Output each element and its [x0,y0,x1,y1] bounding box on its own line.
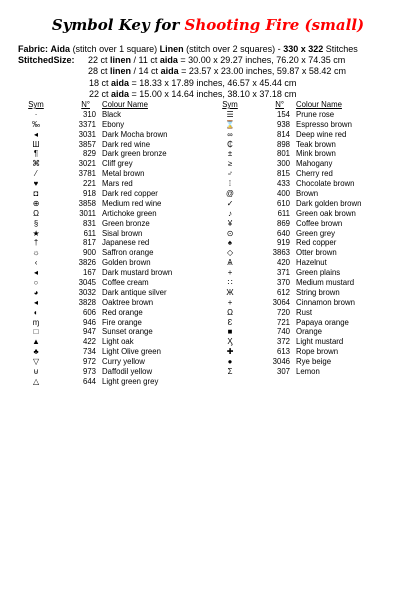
fabric-aida: Aida [50,44,71,54]
color-number: 918 [82,189,96,199]
color-name: Daffodil yellow [102,367,153,377]
symbol: + [227,268,233,278]
key-row [20,238,212,248]
symbol: Ω [227,307,233,317]
color-number: 300 [276,159,290,169]
color-name: Prune rose [296,109,335,119]
color-number: 3021 [78,159,96,169]
color-number: 370 [276,278,290,288]
color-number: 400 [276,189,290,199]
color-name: Golden brown [102,258,151,268]
key-row [20,357,212,367]
symbol: ♂ [227,169,233,179]
color-name: Light mustard [296,337,344,347]
color-name: Red orange [102,307,143,317]
key-row [20,367,212,377]
symbol: ◐ [33,307,39,317]
fabric-stitches: 330 x 322 [283,44,324,54]
color-number: 817 [82,238,96,248]
symbol: Ω [33,208,39,218]
size-row-1 [18,55,358,66]
color-name: String brown [296,287,340,297]
symbol: ≥ [227,159,233,169]
symbol: ∞ [227,129,233,139]
title-highlight: Shooting Fire (small) [184,16,365,34]
symbol: ■ [227,327,233,337]
key-row [214,308,406,318]
color-number: 946 [82,317,96,327]
key-row [214,327,406,337]
symbol: Ӽ [227,337,233,347]
color-number: 3045 [78,278,96,288]
color-number: 814 [276,129,290,139]
symbol: ✓ [226,198,234,208]
size-ct: 18 ct [89,77,109,88]
symbol: ⊕ [32,198,40,208]
key-row [214,238,406,248]
key-row [214,288,406,298]
symbol: ▽ [33,357,39,367]
color-number: 3031 [78,129,96,139]
color-name: Dark red copper [102,189,158,199]
symbol: ✚ [226,347,234,357]
color-name: Sunset orange [102,327,153,337]
symbol: ♠ [227,238,233,248]
symbol: ‰ [32,119,40,129]
symbol: @ [226,189,234,199]
header-sym: Sym [28,100,44,109]
color-number: 3046 [272,357,290,367]
color-name: Mars red [102,179,133,189]
size-fabric: aida [111,77,130,88]
size-ct: 22 ct [89,88,109,99]
key-row [20,120,212,130]
color-number: 613 [276,347,290,357]
key-row [214,248,406,258]
stitched-size-label: StitchedSize: [18,55,75,66]
color-name: Dark Mocha brown [102,129,168,139]
fabric-aida-note: (stitch over 1 square) [72,44,158,54]
key-row [214,169,406,179]
color-name: Black [102,109,122,119]
header-sym: Sym [222,100,238,109]
key-row [20,149,212,159]
symbol: Σ [227,367,233,377]
symbol: ♥ [33,179,39,189]
color-name: Metal brown [102,169,145,179]
symbol: ★ [32,228,40,238]
color-name: Espresso brown [296,119,352,129]
key-row [20,169,212,179]
size-fabric: aida [111,88,130,99]
key-row [20,199,212,209]
size-fabric: linen [110,66,132,77]
color-name: Hazelnut [296,258,327,268]
color-number: 919 [276,238,290,248]
symbol: ☼ [32,248,40,258]
key-row [20,140,212,150]
color-name: Papaya orange [296,317,349,327]
symbol: ⁄ [35,169,37,179]
size-row-3 [18,78,358,89]
color-number: 3064 [272,297,290,307]
color-name: Dark green bronze [102,149,167,159]
color-name: Dark antique silver [102,287,167,297]
symbol: ± [227,149,233,159]
color-number: 3863 [272,248,290,258]
key-row [214,357,406,367]
fabric-info [18,44,358,100]
key-row [214,110,406,120]
symbol: ◂ [34,129,38,139]
color-name: Ebony [102,119,125,129]
color-number: 720 [276,307,290,317]
key-row [214,140,406,150]
color-number: 606 [82,307,96,317]
color-name: Green bronze [102,218,150,228]
key-row [20,288,212,298]
color-name: Lemon [296,367,320,377]
symbol: ‹ [34,258,38,268]
color-name: Teak brown [296,139,336,149]
size-dimensions: = 18.33 x 17.89 inches, 46.57 x 45.44 cm [129,77,297,88]
color-number: 167 [82,268,96,278]
key-row [20,327,212,337]
key-row [20,159,212,169]
color-number: 420 [276,258,290,268]
color-name: Dark golden brown [296,198,362,208]
color-name: Green oak brown [296,208,356,218]
color-name: Artichoke green [102,208,157,218]
symbol: ⊙ [226,228,234,238]
header-num: N° [81,100,90,109]
key-row [20,347,212,357]
color-number: 422 [82,337,96,347]
color-number: 947 [82,327,96,337]
color-number: 3781 [78,169,96,179]
key-row [20,278,212,288]
color-name: Dark red wine [102,139,151,149]
color-number: 640 [276,228,290,238]
key-row [214,278,406,288]
key-row [20,179,212,189]
color-name: Light oak [102,337,134,347]
symbol: Ѧ [227,258,233,268]
symbol: ¥ [227,218,233,228]
color-name: Light green grey [102,376,159,386]
symbol: ○ [33,278,39,288]
size-fabric: linen [110,55,132,66]
key-row [20,268,212,278]
symbol: Ɛ [227,317,233,327]
color-number: 972 [82,357,96,367]
color-name: Rust [296,307,313,317]
color-name: Saffron orange [102,248,154,258]
color-number: 154 [276,109,290,119]
color-number: 740 [276,327,290,337]
color-number: 3032 [78,287,96,297]
fabric-linen-note: (stitch over 2 squares) - [186,44,281,54]
color-name: Light Olive green [102,347,161,357]
key-row [20,248,212,258]
color-name: Mink brown [296,149,336,159]
color-name: Rope brown [296,347,339,357]
symbol: ∷ [227,278,233,288]
key-row [20,337,212,347]
key-row [20,308,212,318]
color-number: 3857 [78,139,96,149]
size-ct-2: / 11 ct [131,55,160,66]
key-row [214,298,406,308]
key-row [214,347,406,357]
symbol: ♣ [33,347,39,357]
key-row [214,120,406,130]
key-row [214,199,406,209]
color-name: Medium red wine [102,198,162,208]
symbol: ⌛ [225,119,235,129]
color-name: Cliff grey [102,159,133,169]
key-row [20,189,212,199]
color-number: 3011 [79,208,96,218]
symbol: § [33,218,39,228]
color-number: 310 [82,109,96,119]
color-name: Mahogany [296,159,333,169]
color-number: 610 [276,198,290,208]
color-name: Dark mustard brown [102,268,173,278]
size-fabric-2: aida [160,66,179,77]
color-number: 734 [82,347,96,357]
key-row [20,318,212,328]
fabric-stitches-label: Stitches [325,44,358,54]
key-row [20,209,212,219]
fabric-linen: Linen [159,44,184,54]
page-title [0,16,416,34]
key-header [20,100,212,110]
key-row [20,258,212,268]
key-row [20,110,212,120]
color-name: Orange [296,327,323,337]
color-name: Cinnamon brown [296,297,355,307]
symbol: ⊍ [33,367,39,377]
color-number: 644 [82,376,96,386]
color-number: 3371 [78,119,96,129]
symbol: Ш [32,139,40,149]
symbol: + [227,297,233,307]
color-name: Chocolate brown [296,179,355,189]
color-number: 3858 [78,198,96,208]
color-number: 372 [276,337,290,347]
color-name: Green plains [296,268,341,278]
color-name: Medium mustard [296,278,355,288]
color-name: Rye beige [296,357,332,367]
color-number: 3828 [78,297,96,307]
color-name: Oaktree brown [102,297,154,307]
color-number: 815 [276,169,290,179]
color-number: 898 [276,139,290,149]
key-row [214,189,406,199]
symbol: ⌘ [32,159,40,169]
color-name: Cherry red [296,169,333,179]
key-row [20,298,212,308]
key-row [214,209,406,219]
color-name: Sisal brown [102,228,143,238]
key-row [20,377,212,387]
size-dimensions: = 23.57 x 23.00 inches, 59.87 x 58.42 cm [178,66,346,77]
symbol: ⁞ [228,179,232,189]
size-ct: 22 ct [88,55,108,66]
symbol: ◕ [33,287,39,297]
key-header [214,100,406,110]
color-number: 900 [82,248,96,258]
color-number: 831 [82,218,96,228]
color-number: 938 [276,119,290,129]
symbol: ɱ [32,317,40,327]
size-row-4 [18,89,358,100]
color-number: 612 [276,287,290,297]
color-name: Otter brown [296,248,337,258]
symbol: ▲ [32,337,40,347]
key-row [214,337,406,347]
fabric-label: Fabric: [18,44,49,54]
key-row [214,219,406,229]
fabric-row [18,44,358,55]
key-row [20,229,212,239]
key-row [214,258,406,268]
key-row [214,149,406,159]
color-name: Japanese red [102,238,150,248]
size-dimensions: = 30.00 x 29.27 inches, 76.20 x 74.35 cm [177,55,346,66]
color-number: 371 [276,268,290,278]
size-dimensions: = 15.00 x 14.64 inches, 38.10 x 37.18 cm [129,88,297,99]
symbol: † [33,238,39,248]
symbol-key-left [20,100,212,387]
symbol: ◂ [34,268,38,278]
color-name: Brown [296,189,319,199]
symbol: ◂ [34,297,38,307]
color-number: 829 [82,149,96,159]
color-number: 611 [83,228,96,238]
size-ct-2: / 14 ct [131,66,161,77]
color-number: 801 [276,149,290,159]
symbol: ● [227,357,233,367]
color-name: Curry yellow [102,357,145,367]
symbol: ◘ [33,189,39,199]
header-name: Colour Name [296,100,342,109]
symbol: ₵ [227,139,233,149]
symbol: □ [33,327,39,337]
key-row [214,318,406,328]
key-row [214,229,406,239]
color-number: 611 [277,208,290,218]
symbol: ¶ [33,149,39,159]
color-name: Coffee brown [296,218,343,228]
symbol-key-right [214,100,406,377]
key-row [20,130,212,140]
key-row [214,268,406,278]
color-name: Red copper [296,238,337,248]
color-number: 721 [276,317,290,327]
symbol: · [34,109,38,119]
size-row-2 [18,66,358,77]
color-name: Coffee cream [102,278,149,288]
symbol: ♪ [228,208,232,218]
key-row [214,159,406,169]
symbol: ☰ [226,109,234,119]
color-name: Fire orange [102,317,142,327]
size-ct: 28 ct [88,66,108,77]
title-prefix: Symbol Key for [51,16,180,34]
key-row [214,367,406,377]
color-number: 973 [82,367,96,377]
key-row [214,130,406,140]
color-name: Deep wine red [296,129,347,139]
header-name: Colour Name [102,100,148,109]
header-num: N° [275,100,284,109]
color-number: 307 [276,367,290,377]
symbol: ◇ [227,248,233,258]
color-number: 433 [276,179,290,189]
color-number: 3826 [78,258,96,268]
key-row [20,219,212,229]
key-row [214,179,406,189]
color-number: 221 [82,179,96,189]
color-number: 869 [276,218,290,228]
symbol: △ [33,376,39,386]
size-fabric-2: aida [159,55,178,66]
symbol: Ж [226,287,234,297]
color-name: Green grey [296,228,336,238]
